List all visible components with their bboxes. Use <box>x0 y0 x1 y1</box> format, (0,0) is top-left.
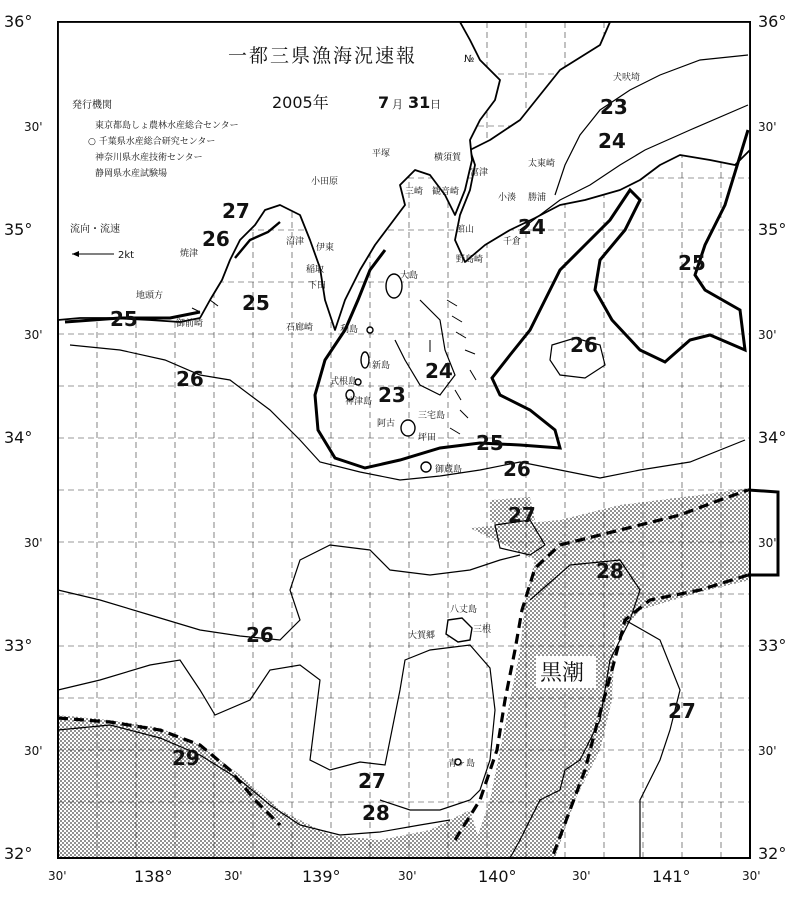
place-name: 石廊崎 <box>286 323 314 333</box>
isotherm-label: 27 <box>358 769 386 793</box>
lon-label: 30' <box>224 869 243 883</box>
lat-label-left: 35° <box>4 220 33 239</box>
isotherm-label: 23 <box>378 383 406 407</box>
lat-label-right: 30' <box>758 328 777 342</box>
lon-label: 30' <box>398 869 417 883</box>
place-name: 小田原 <box>311 177 339 187</box>
place-name: 平塚 <box>372 149 391 159</box>
isotherm-label: 26 <box>570 333 598 357</box>
lon-label: 30' <box>572 869 591 883</box>
isotherm-label: 25 <box>678 251 706 275</box>
kuroshio-stippled-area <box>58 488 750 858</box>
isotherm-label: 26 <box>503 457 531 481</box>
place-name: 利島 <box>340 325 359 335</box>
isotherm-label: 26 <box>246 623 274 647</box>
place-name: 三崎 <box>405 187 424 197</box>
island-hachijo <box>446 618 472 642</box>
island-niijima <box>361 352 369 368</box>
place-name: 御蔵島 <box>435 465 463 475</box>
lat-label-left: 30' <box>24 120 43 134</box>
issuer-tokyo: 東京都島しょ農林水産総合センター <box>95 121 239 131</box>
title-number-mark: № <box>464 54 475 65</box>
map-title: 一都三県漁海況速報 <box>228 45 418 67</box>
place-name: 三宅島 <box>418 411 446 421</box>
place-name: 稲取 <box>306 265 325 275</box>
place-name: 下田 <box>308 281 327 291</box>
issue-day-unit: 日 <box>430 98 441 111</box>
flow-legend-value: 2kt <box>118 250 135 261</box>
lat-label-left: 34° <box>4 428 33 447</box>
place-name: 阿古 <box>377 419 396 429</box>
place-name: 沼津 <box>286 237 305 247</box>
lat-label-right: 35° <box>758 220 787 239</box>
place-name: 勝浦 <box>528 193 547 203</box>
place-name: 犬吠埼 <box>613 73 641 83</box>
place-name: 野島崎 <box>456 255 484 265</box>
isotherm-label: 28 <box>596 559 624 583</box>
lat-label-right: 32° <box>758 844 787 863</box>
island-miyake <box>401 420 415 436</box>
place-name: 大島 <box>400 271 419 281</box>
lon-label: 138° <box>134 867 173 886</box>
issue-month: 7 <box>378 93 390 112</box>
lat-label-right: 30' <box>758 536 777 550</box>
isotherm-label: 26 <box>202 227 230 251</box>
lon-label: 30' <box>742 869 761 883</box>
lat-label-right: 30' <box>758 744 777 758</box>
isotherm-27-east <box>625 620 680 858</box>
place-name: 三根 <box>473 625 492 635</box>
place-name: 御前崎 <box>176 319 204 329</box>
kuroshio-edge-east <box>748 490 778 575</box>
issuer-chiba: ○ 千葉県水産総合研究センター <box>88 137 216 147</box>
place-name: 横須賀 <box>434 153 462 163</box>
issuer-shizuoka: 静岡県水産試験場 <box>95 169 168 179</box>
place-name: 太東崎 <box>528 159 556 169</box>
isotherm-label: 24 <box>598 129 626 153</box>
issuer-kanagawa: 神奈川県水産技術センター <box>95 153 203 163</box>
isotherm-label: 25 <box>242 291 270 315</box>
issue-year: 2005年 <box>272 93 329 112</box>
place-name: 小湊 <box>498 193 517 203</box>
lat-label-left: 36° <box>4 12 33 31</box>
lat-label-left: 33° <box>4 636 33 655</box>
isotherm-label: 24 <box>518 215 546 239</box>
place-name: 式根島 <box>330 377 358 387</box>
lat-label-left: 30' <box>24 536 43 550</box>
place-name: 館山 <box>456 225 475 235</box>
isotherm-label: 27 <box>508 503 536 527</box>
longitude-labels <box>48 867 761 886</box>
place-name: 地頭方 <box>136 291 164 301</box>
lat-label-right: 36° <box>758 12 787 31</box>
lon-label: 141° <box>652 867 691 886</box>
flow-legend-label: 流向・流速 <box>70 224 120 235</box>
lon-label: 139° <box>302 867 341 886</box>
place-name: 富津 <box>470 168 489 178</box>
isotherm-label: 27 <box>668 699 696 723</box>
lat-label-right: 30' <box>758 120 777 134</box>
place-name: 焼津 <box>180 249 199 259</box>
place-name: 千倉 <box>503 237 522 247</box>
isotherm-label: 26 <box>176 367 204 391</box>
place-name: 八丈島 <box>450 605 478 615</box>
lat-label-left: 30' <box>24 328 43 342</box>
kuroshio-label: 黒潮 <box>540 661 585 686</box>
issuer-heading: 発行機関 <box>72 100 112 111</box>
place-name: 新島 <box>372 361 391 371</box>
lat-label-right: 34° <box>758 428 787 447</box>
place-name: 大賀郷 <box>408 631 436 641</box>
place-name: 伊東 <box>316 243 335 253</box>
lat-label-right: 33° <box>758 636 787 655</box>
isotherm-label: 24 <box>425 359 453 383</box>
place-name: 観音崎 <box>432 187 460 197</box>
lat-label-left: 32° <box>4 844 33 863</box>
isotherm-label: 25 <box>476 431 504 455</box>
isotherm-label: 23 <box>600 95 628 119</box>
island-mikura <box>421 462 431 472</box>
island-toshima <box>367 327 373 333</box>
isotherm-label: 27 <box>222 199 250 223</box>
place-name: 神津島 <box>345 397 373 407</box>
issue-day: 31 <box>408 93 431 112</box>
lon-label: 30' <box>48 869 67 883</box>
place-name: 青ヶ島 <box>448 759 476 769</box>
place-name: 坪田 <box>418 433 437 443</box>
lat-label-left: 30' <box>24 744 43 758</box>
isotherm-label: 28 <box>362 801 390 825</box>
isotherm-label: 25 <box>110 307 138 331</box>
lon-label: 140° <box>478 867 517 886</box>
isotherm-label: 29 <box>172 746 200 770</box>
issue-month-unit: 月 <box>392 98 403 111</box>
